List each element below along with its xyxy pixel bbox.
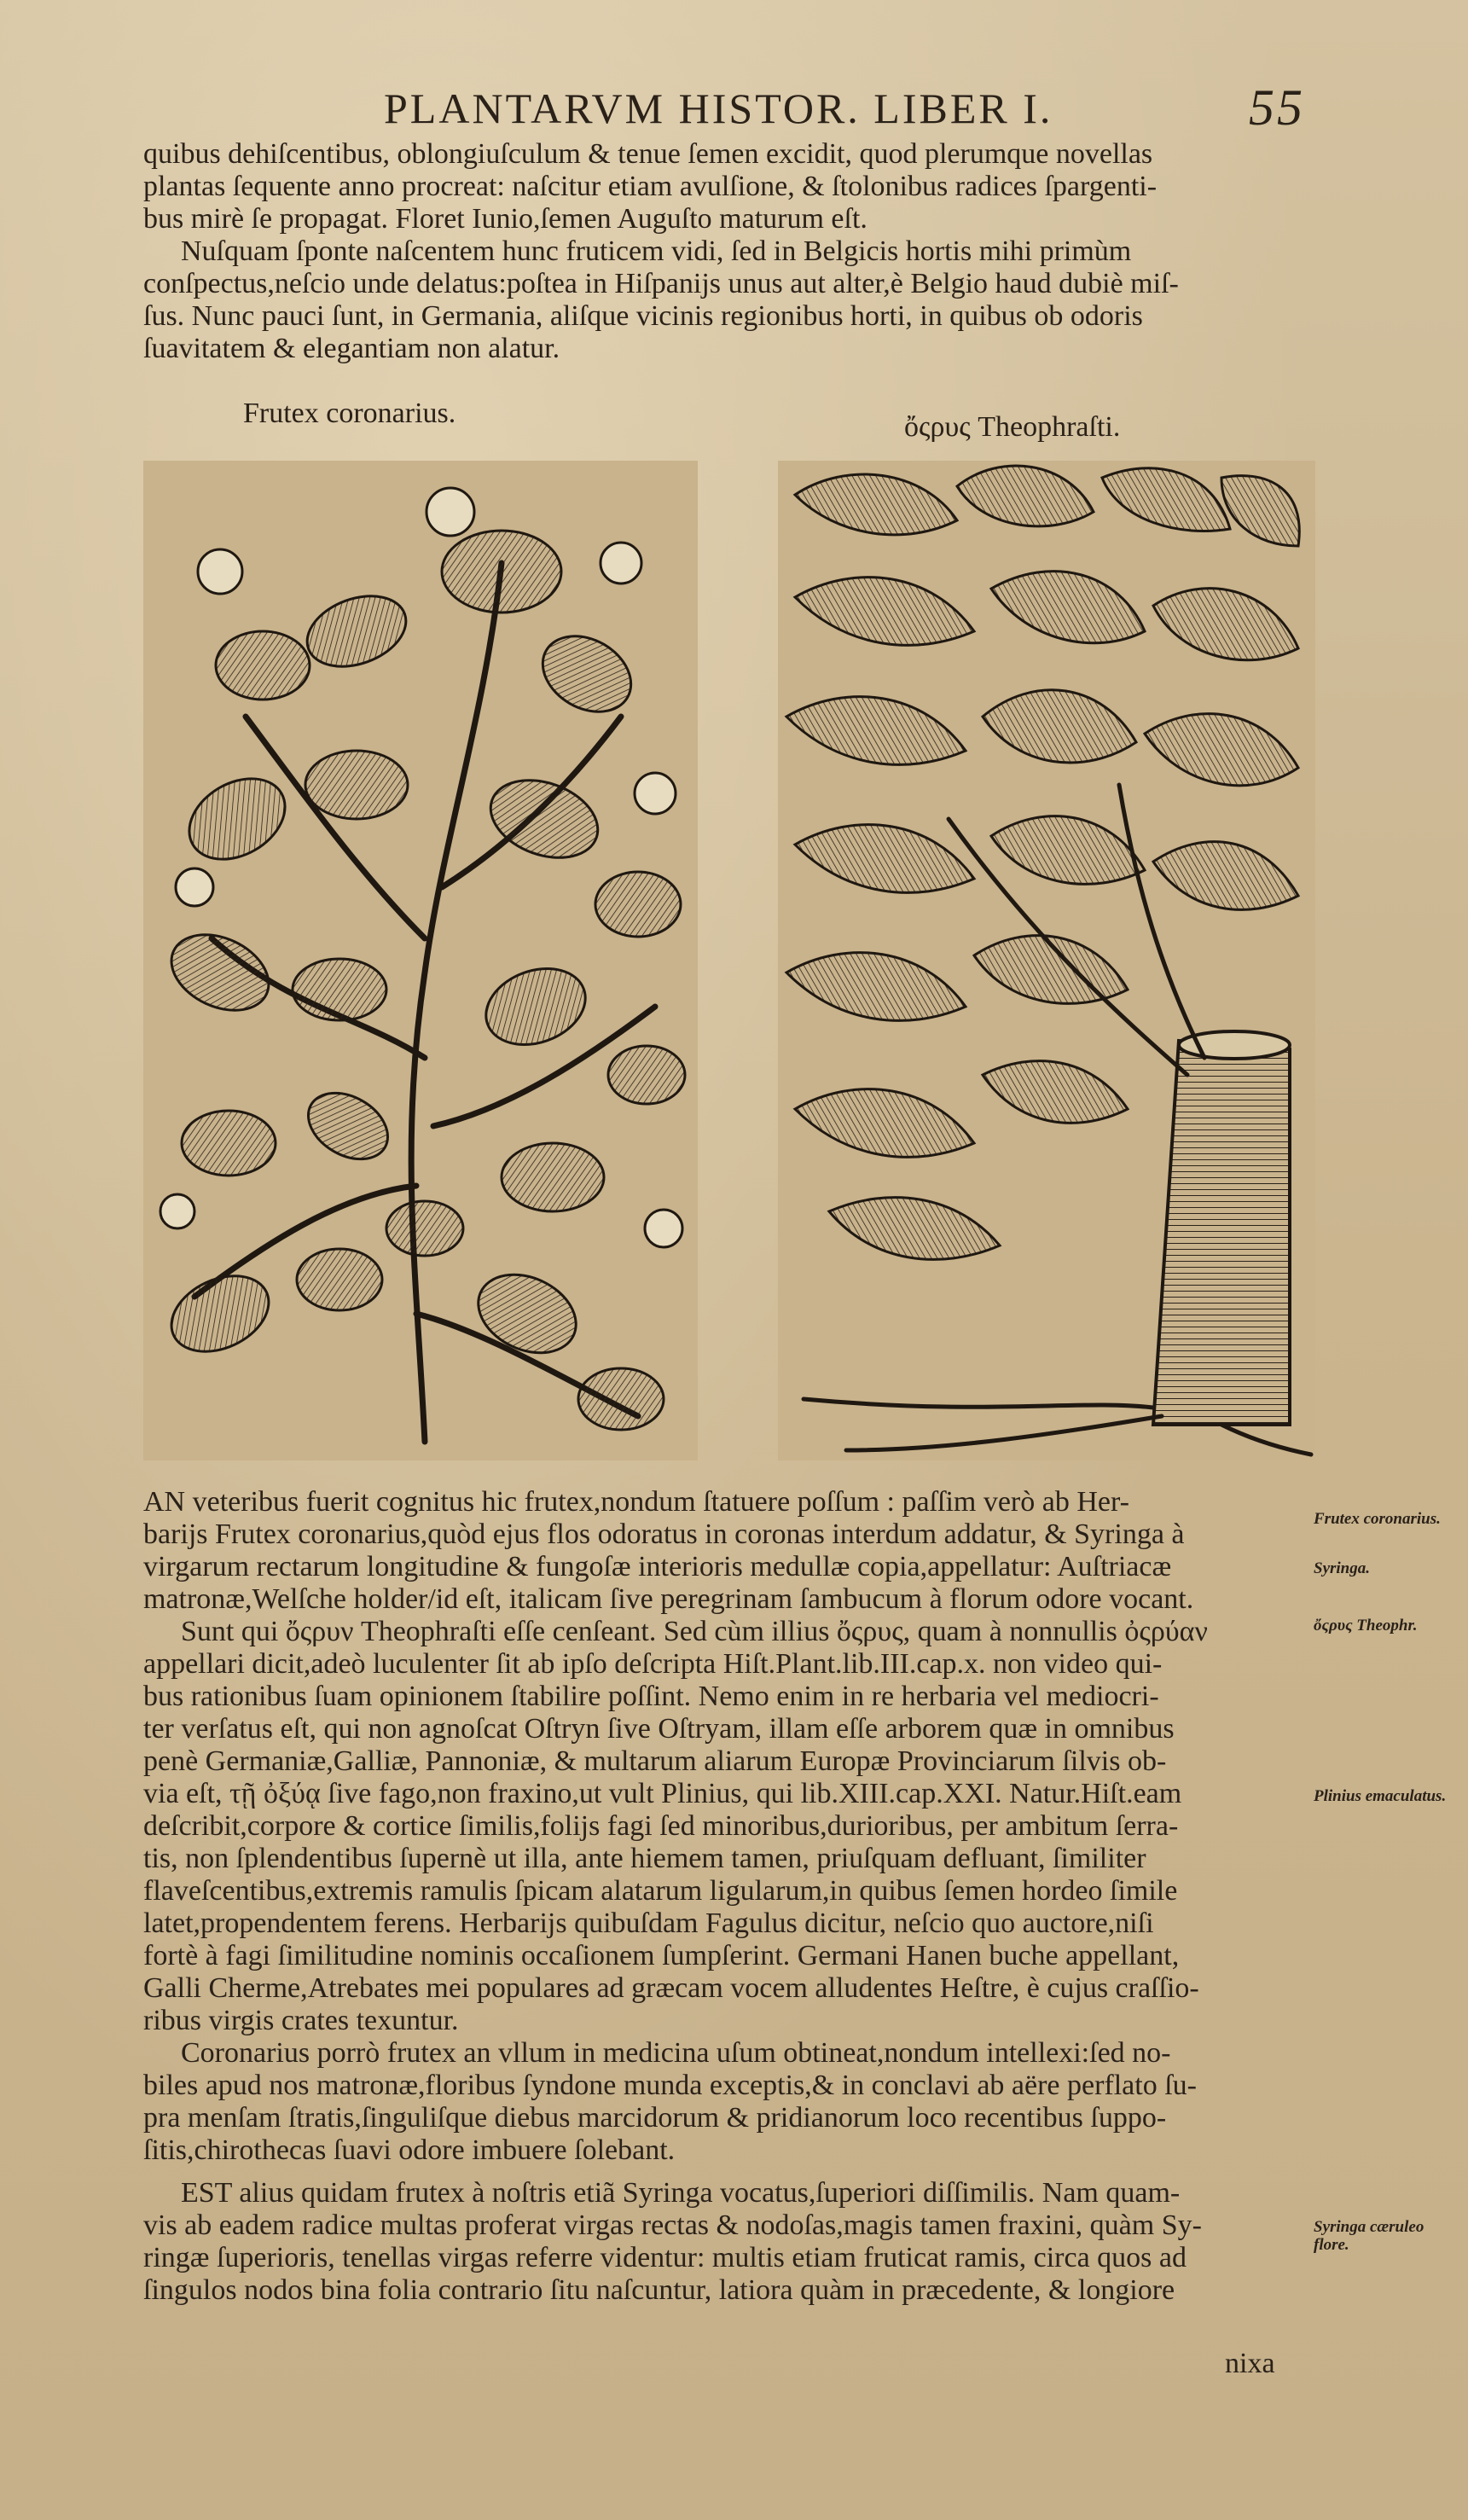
text-line: quibus dehiſcentibus, oblongiuſculum & tenue ſemen excidit, quod plerumque novellas — [143, 138, 1153, 170]
page-number: 55 — [1249, 79, 1305, 136]
text-line: Sunt qui ὄςρυν Theophraſti eſſe cenſeant. Sed cùm illius ὄςρυς, quam à nonnullis ὀςρύαν — [181, 1616, 1208, 1647]
text-line: pra menſam ſtratis,ſinguliſque diebus marcidorum & pridianorum loco recentibus ſuppo- — [143, 2102, 1167, 2134]
text-line: ribus virgis crates texuntur. — [143, 2005, 459, 2036]
ostrys-theophrasti-woodcut — [778, 461, 1315, 1460]
text-line: tis, non ſplendentibus ſupernè ut illa, ante hiemem tamen, priuſquam defluant, ſimiliter — [143, 1843, 1146, 1874]
header-title: PLANTARVM HISTOR. LIBER I. — [384, 84, 1053, 132]
text-line: flaveſcentibus,extremis ramulis ſpicam alatarum ligularum,in quibus ſemen hordeo ſimile — [143, 1875, 1178, 1907]
text-line: ſitis,chirothecas ſuavi odore imbuere ſolebant. — [143, 2134, 676, 2166]
text-line: Galli Cherme,Atrebates mei populares ad græcam vocem alludentes Heſtre, è cujus craſſio- — [143, 1972, 1199, 2004]
text-line: ter verſatus eſt, qui non agnoſcat Oſtryn ſive Oſtryam, illam eſſe arborem quæ in omnibus — [143, 1713, 1175, 1745]
bottom-paragraph — [143, 2177, 1320, 2307]
text-line: barijs Frutex coronarius,quòd ejus flos odoratus in coronas interdum addatur, & Syringa à — [143, 1518, 1185, 1550]
left-figure-caption: Frutex coronarius. — [243, 398, 456, 429]
text-line: vis ab eadem radice multas proferat virgas rectas & nodoſas,magis tamen fraxini, quàm Sy- — [143, 2209, 1202, 2241]
text-line: plantas ſequente anno procreat: naſcitur etiam avulſione, & ſtolonibus radices ſpargenti- — [143, 171, 1158, 202]
running-header — [358, 79, 1305, 136]
text-line: matronæ,Welſche holder/id eſt, italicam ſive peregrinam ſambucum à florum odore vocant. — [143, 1583, 1194, 1615]
margin-note: ὄςρυς Theophr. — [1314, 1617, 1418, 1635]
frutex-coronarius-woodcut — [143, 461, 698, 1460]
text-line: penè Germaniæ,Galliæ, Pannoniæ, & multarum aliarum Europæ Provinciarum ſilvis ob- — [143, 1745, 1167, 1777]
text-line: AN veteribus fuerit cognitus hic frutex,nondum ſtatuere poſſum : paſſim verò ab Her- — [143, 1486, 1129, 1518]
lower-paragraphs — [143, 1486, 1320, 2167]
text-line: ſus. Nunc pauci ſunt, in Germania, aliſque vicinis regionibus horti, in quibus ob odoris — [143, 300, 1143, 332]
margin-note: Syringa. — [1314, 1559, 1370, 1577]
margin-note: Syringa cæruleo flore. — [1314, 2218, 1424, 2254]
text-line: bus mirè ſe propagat. Floret Iunio,ſemen Auguſto maturum eſt. — [143, 203, 867, 235]
text-line: bus rationibus ſuam opinionem ſtabilire poſſint. Nemo enim in re herbaria vel mediocri- — [143, 1681, 1159, 1712]
text-line: fortè à fagi ſimilitudine nominis occaſionem ſumpſerint. Germani Hanen buche appellant, — [143, 1940, 1180, 1971]
text-line: Coronarius porrò frutex an vllum in medicina uſum obtineat,nondum intellexi:ſed no- — [181, 2037, 1171, 2069]
right-figure-caption: ὄςρυς Theophraſti. — [904, 411, 1121, 443]
text-line: ſingulos nodos bina folia contrario ſitu naſcuntur, latiora quàm in præcedente, & longiore — [143, 2274, 1175, 2306]
margin-note: Plinius emaculatus. — [1314, 1787, 1447, 1805]
text-line: virgarum rectarum longitudine & fungoſæ interioris medullæ copia,appellatur: Auſtriacæ — [143, 1551, 1172, 1582]
text-line: ſuavitatem & elegantiam non alatur. — [143, 333, 560, 364]
text-line: latet,propendentem ferens. Herbarijs quibuſdam Fagulus dicitur, neſcio quo auctore,niſi — [143, 1907, 1154, 1939]
text-line: deſcribit,corpore & cortice ſimilis,folijs fagi ſed minoribus,durioribus, per ambitum ſerra- — [143, 1810, 1179, 1842]
woodcut-illustration-left — [143, 461, 698, 1460]
woodcut-illustration-right — [778, 461, 1315, 1460]
top-paragraphs — [143, 138, 1320, 365]
margin-note: Frutex coronarius. — [1314, 1510, 1441, 1528]
text-line: Nuſquam ſponte naſcentem hunc fruticem vidi, ſed in Belgicis hortis mihi primùm — [181, 235, 1132, 267]
text-line: conſpectus,neſcio unde delatus:poſtea in Hiſpanijs unus aut alter,è Belgio haud dubiè miſ- — [143, 268, 1179, 299]
text-line: via eſt, τῇ ὀξύᾳ ſive fago,non fraxino,ut vult Plinius, qui lib.XIII.cap.XXI. Natur.Hiſt.eam — [143, 1778, 1182, 1809]
text-line: biles apud nos matronæ,floribus ſyndone munda exceptis,& in conclavi ab aëre perflato ſu- — [143, 2070, 1197, 2101]
catchword: nixa — [1225, 2348, 1275, 2379]
text-line: EST alius quidam frutex à noſtris etiã Syringa vocatus,ſuperiori diſſimilis. Nam quam- — [181, 2177, 1181, 2209]
text-line: ringæ ſuperioris, tenellas virgas referre videntur: multis etiam fruticat ramis, circa quos ad — [143, 2242, 1187, 2273]
text-line: appellari dicit,adeò luculenter ſit ab ipſo deſcripta Hiſt.Plant.lib.III.cap.x. non video qui- — [143, 1648, 1163, 1680]
